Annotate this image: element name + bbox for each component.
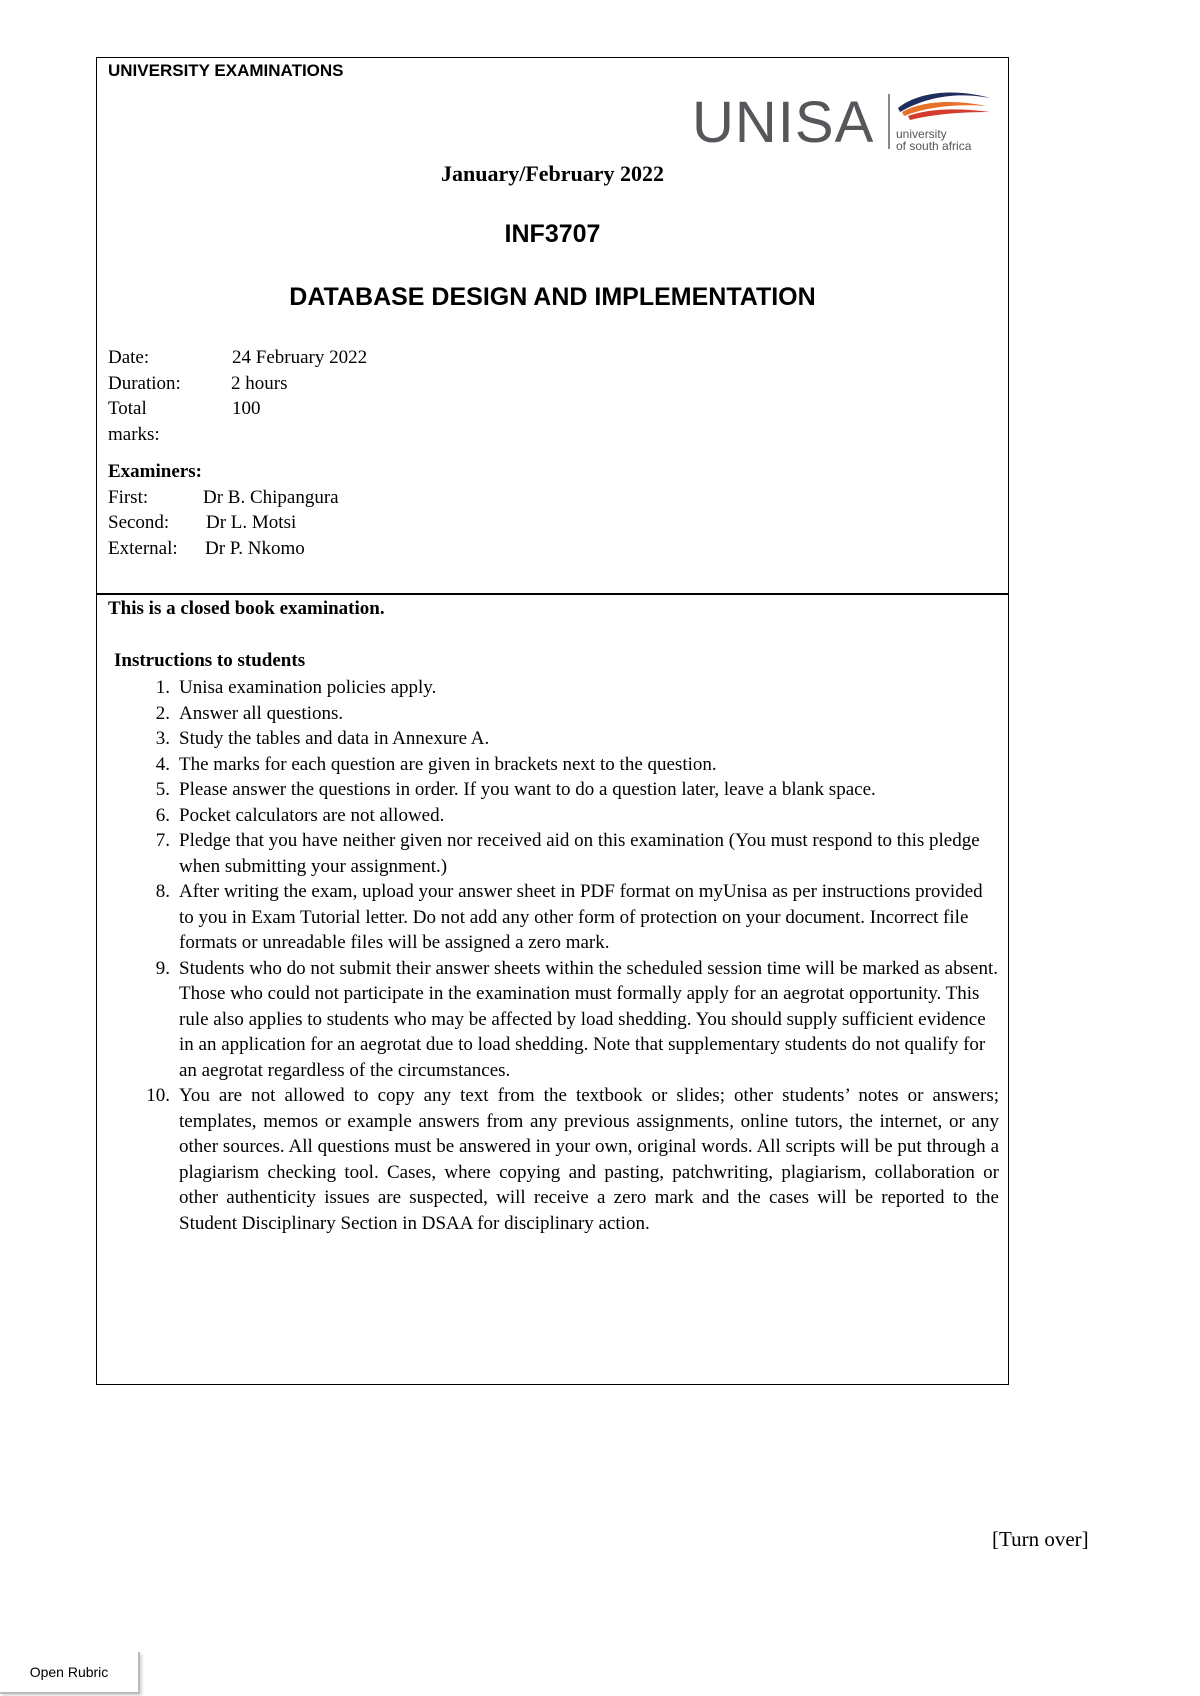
instruction-number: 10. [146,1085,170,1106]
unisa-wordmark: UNISA [692,90,875,155]
first-examiner-label: First: [108,486,149,508]
duration-value: 2 hours [231,372,288,394]
logo-subtitle-line2: of south africa [896,139,972,153]
instructions-heading: Instructions to students [114,650,306,671]
instruction-number: 5. [155,779,170,800]
first-examiner-name: Dr B. Chipangura [203,486,339,508]
cover-header-section [97,58,1008,595]
instruction-number: 3. [155,728,170,749]
instruction-number: 2. [155,702,170,724]
first-examiner-row [108,485,339,511]
instruction-number: 1. [155,677,170,698]
module-code: INF3707 [504,220,601,248]
date-label: Date: [108,347,150,368]
instruction-item [155,726,999,752]
instruction-number: 7. [155,830,170,851]
instruction-item [155,828,999,879]
external-examiner-label: External: [108,537,178,559]
instruction-item [155,752,999,778]
instructions-list [97,675,999,1236]
turn-over-label: [Turn over] [992,1527,1089,1551]
second-examiner-name: Dr L. Motsi [206,512,297,533]
instruction-text: Please answer the questions in order. If you want to do a question later, leave a blank space. [179,779,876,800]
instruction-item [155,701,999,727]
external-examiner-name: Dr P. Nkomo [205,537,305,559]
instruction-text: Pocket calculators are not allowed. [179,804,445,826]
instruction-item [155,675,999,701]
instruction-text: Unisa examination policies apply. [179,677,437,698]
instruction-number: 9. [155,957,170,979]
instruction-item [155,879,999,956]
instruction-item [155,777,999,803]
exam-cover-sheet [96,57,1009,1385]
examiners-heading: Examiners: [108,461,202,482]
total-marks-value: 100 [232,398,261,419]
logo-subtitle [896,128,971,152]
instruction-text: The marks for each question are given in brackets next to the question. [179,753,717,775]
unisa-swoosh-icon [894,90,992,124]
second-examiner-row [108,510,297,536]
date-value: 24 February 2022 [232,347,368,368]
instruction-text: After writing the exam, upload your answer sheet in PDF format on myUnisa as per instructions provided to you in Exam Tutorial letter. Do not add any other form of protection on your document. Incorrect file formats or unreadable files will be assigned a zero mark. [179,881,983,953]
instruction-text: Answer all questions. [179,702,344,724]
instruction-text: Students who do not submit their answer sheets within the scheduled session time will be marked as absent. Those who could not participate in the examination must formally apply for an aegrotat opportunity. This rule also applies to students who may be affected by load shedding. You should supply sufficient evidence in an application for an aegrotat due to load shedding. Note that supplementary students do not qualify for an aegrotat regardless of the circumstances. [179,957,998,1081]
total-marks-label: Total marks: [108,398,160,445]
second-examiner-label: Second: [108,512,170,533]
instruction-text: Study the tables and data in Annexure A. [179,728,490,749]
logo-subtitle-line1: university [896,127,947,141]
duration-label: Duration: [108,372,181,394]
instruction-number: 8. [155,881,170,902]
module-title: DATABASE DESIGN AND IMPLEMENTATION [289,283,816,311]
instruction-number: 6. [155,804,170,826]
instruction-text: Pledge that you have neither given nor received aid on this examination (You must respond to this pledge when submitting your assignment.) [179,830,980,877]
instruction-number: 4. [155,753,170,775]
external-examiner-row [108,536,305,562]
instruction-item [155,956,999,1084]
examiners-block [108,459,339,561]
open-rubric-button[interactable]: Open Rubric [0,1652,140,1694]
university-examinations-label: UNIVERSITY EXAMINATIONS [108,61,344,80]
closed-book-notice: This is a closed book examination. [108,598,385,619]
instruction-text: You are not allowed to copy any text from the textbook or slides; other students’ notes or answers; templates, memos or example answers from any previous assignments, online tutors, the internet, or any other sources. All questions must be answered in your own, original words. All scripts will be put through a plagiarism checking tool. Cases, where copying and pasting, patchwriting, plagiarism, collaboration or other authenticity issues are suspected, will receive a zero mark and the cases will be reported to the Student Disciplinary Section in DSAA for disciplinary action. [179,1085,999,1234]
instruction-item [155,803,999,829]
instruction-item [146,1083,999,1236]
unisa-logo [692,88,992,158]
logo-divider [888,94,890,149]
exam-session: January/February 2022 [440,161,665,186]
